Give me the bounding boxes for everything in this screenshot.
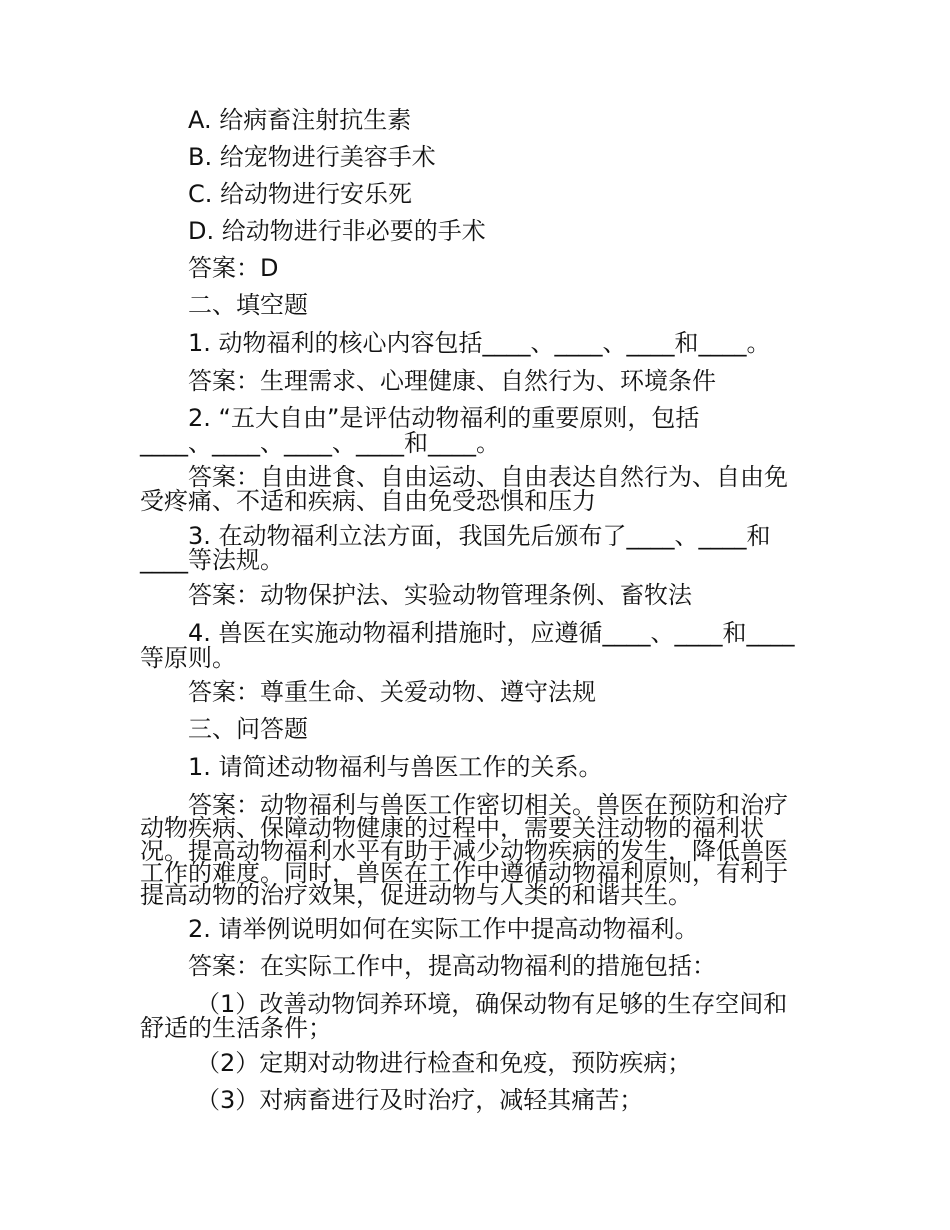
qa-answer-1-line-2: 动物疾病、保障动物健康的过程中，需要关注动物的福利状: [140, 814, 764, 842]
question-2-line-1: 2. “五大自由”是评估动物福利的重要原则，包括: [188, 404, 700, 432]
question-4-line-1: 4. 兽医在实施动物福利措施时，应遵循____、____和____: [188, 619, 795, 647]
section-heading-qa: 三、问答题: [188, 715, 308, 743]
answer-1: 答案：生理需求、心理健康、自然行为、环境条件: [188, 367, 716, 395]
question-2-line-2: ____、____、____、____和____。: [140, 429, 500, 457]
question-3-line-2: ____等法规。: [140, 546, 284, 574]
answer-4: 答案：尊重生命、关爱动物、遵守法规: [188, 678, 596, 706]
answer-mc: 答案：D: [188, 254, 279, 282]
answer-2-line-1: 答案：自由进食、自由运动、自由表达自然行为、自由免: [188, 463, 788, 491]
section-heading-fill-in: 二、填空题: [188, 291, 308, 319]
qa-answer-2-item-1-line-1: （1）改善动物饲养环境，确保动物有足够的生存空间和: [196, 990, 788, 1018]
qa-answer-2-intro: 答案：在实际工作中，提高动物福利的措施包括：: [188, 952, 716, 980]
qa-answer-1-line-1: 答案：动物福利与兽医工作密切相关。兽医在预防和治疗: [188, 791, 788, 819]
option-d: D. 给动物进行非必要的手术: [188, 217, 486, 245]
question-1: 1. 动物福利的核心内容包括____、____、____和____。: [188, 329, 771, 357]
option-c: C. 给动物进行安乐死: [188, 180, 413, 208]
option-a: A. 给病畜注射抗生素: [188, 106, 412, 134]
answer-3: 答案：动物保护法、实验动物管理条例、畜牧法: [188, 581, 692, 609]
option-b: B. 给宠物进行美容手术: [188, 143, 436, 171]
qa-answer-1-line-5: 提高动物的治疗效果，促进动物与人类的和谐共生。: [140, 881, 692, 909]
answer-2-line-2: 受疼痛、不适和疾病、自由免受恐惧和压力: [140, 487, 596, 515]
qa-question-2: 2. 请举例说明如何在实际工作中提高动物福利。: [188, 915, 699, 943]
question-3-line-1: 3. 在动物福利立法方面，我国先后颁布了____、____和: [188, 522, 771, 550]
qa-answer-1-line-4: 工作的难度。同时，兽医在工作中遵循动物福利原则，有利于: [140, 859, 788, 887]
qa-question-1: 1. 请简述动物福利与兽医工作的关系。: [188, 753, 603, 781]
qa-answer-2-item-2: （2）定期对动物进行检查和免疫，预防疾病；: [196, 1049, 692, 1077]
question-4-line-2: 等原则。: [140, 644, 236, 672]
qa-answer-1-line-3: 况。提高动物福利水平有助于减少动物疾病的发生，降低兽医: [140, 837, 788, 865]
qa-answer-2-item-3: （3）对病畜进行及时治疗，减轻其痛苦；: [196, 1086, 644, 1114]
qa-answer-2-item-1-line-2: 舒适的生活条件；: [140, 1014, 332, 1042]
